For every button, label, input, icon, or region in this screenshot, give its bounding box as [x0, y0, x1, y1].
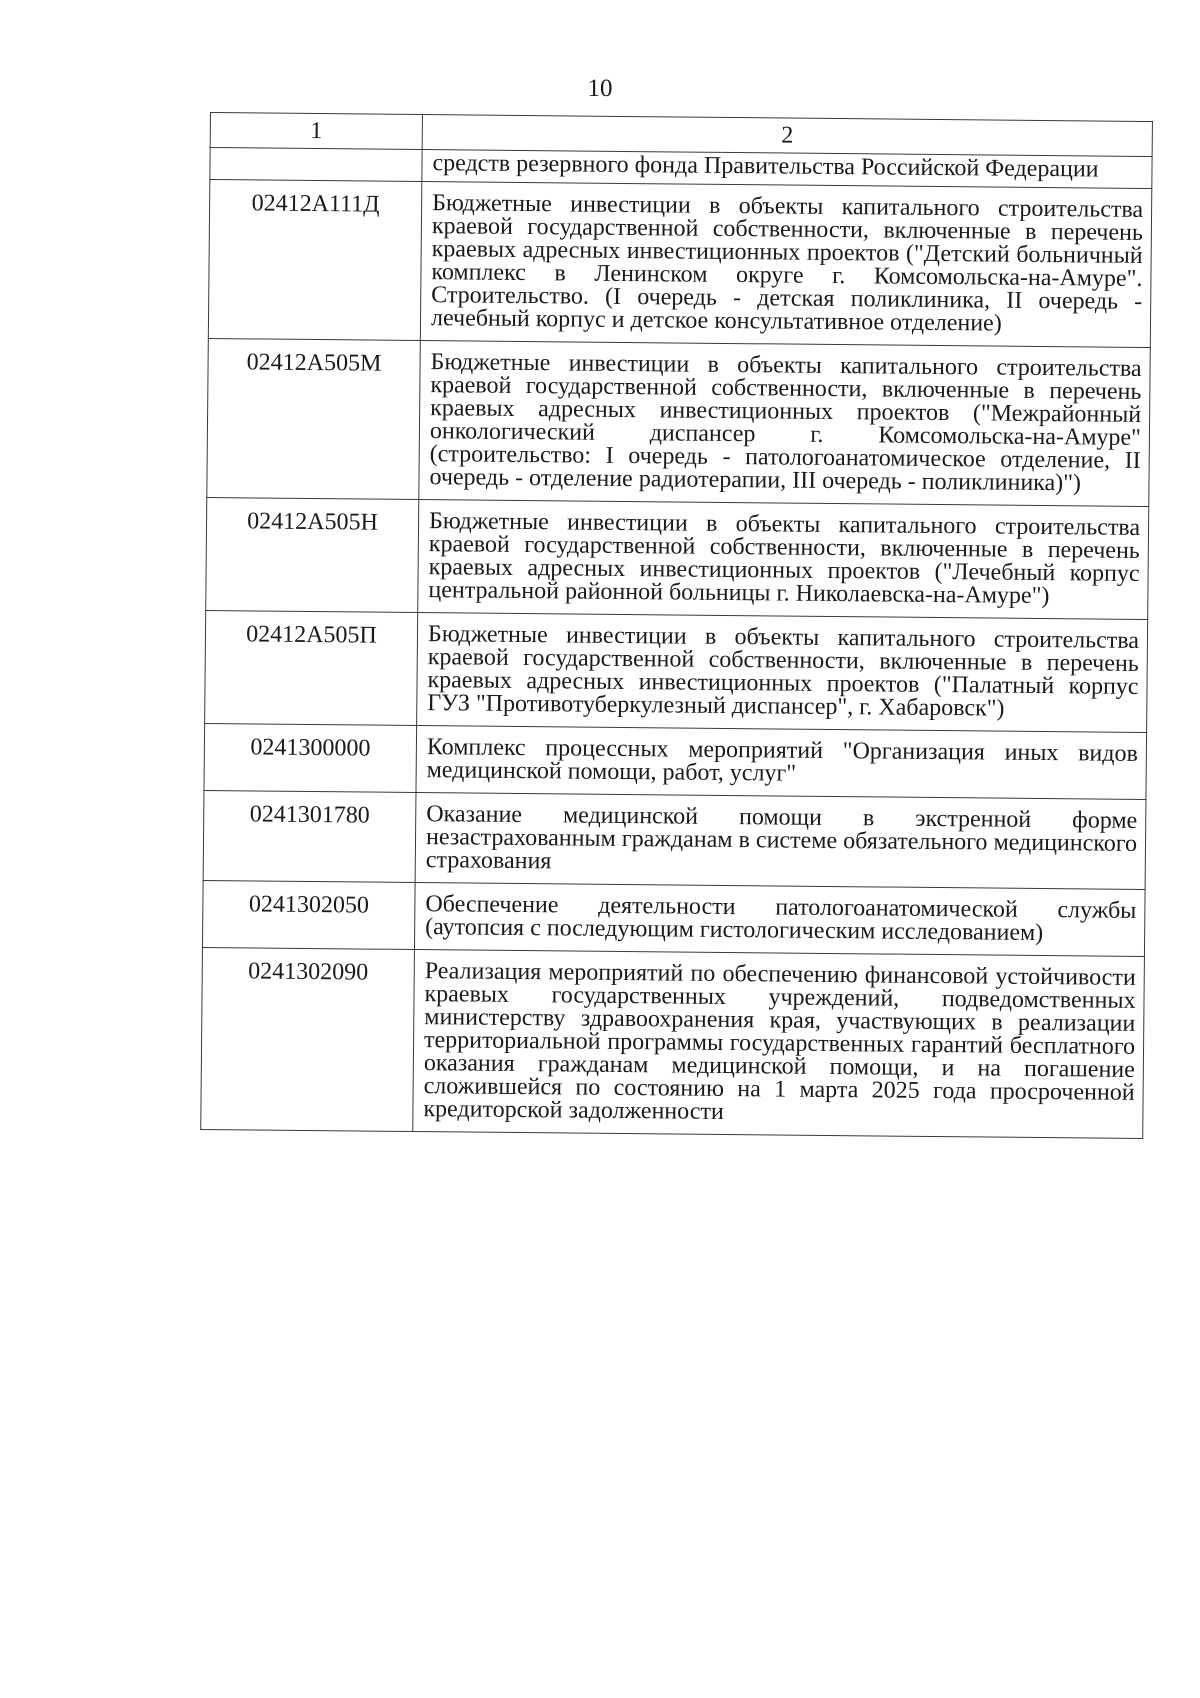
page-number: 10 — [587, 75, 613, 102]
row-description: Бюджетные инвестиции в объекты капитального строительства краевой государственной собственности, включенные в перечень краевых адресных инвестиционных проектов ("Детский больничный комплекс в Ленинском округе г. Комсомольска-на-Амуре". Строительство. (I очередь - детская поликлиника, II очередь - лечебный корпус и детское консультативное отделение) — [420, 182, 1151, 348]
row-code: 0241301780 — [203, 790, 416, 882]
row-code — [210, 148, 422, 182]
table-row — [204, 723, 1147, 799]
row-description: Обеспечение деятельности патологоанатомической службы (аутопсия с последующим гистологическим исследованием) — [414, 883, 1145, 957]
row-code: 0241302050 — [202, 880, 415, 949]
budget-classification-table — [200, 112, 1153, 1139]
row-description: Бюджетные инвестиции в объекты капитального строительства краевой государственной собственности, включенные в перечень краевых адресных инвестиционных проектов ("Палатный корпус ГУЗ "Противотуберкулезный диспансер", г. Хабаровск") — [417, 613, 1148, 733]
row-description: Комплекс процессных мероприятий "Организация иных видов медицинской помощи, работ, услуг" — [416, 726, 1147, 800]
row-description: Бюджетные инвестиции в объекты капитального строительства краевой государственной собственности, включенные в перечень краевых адресных инвестиционных проектов ("Межрайонный онкологический диспансер г. Комсомольска-на-Амуре" (строительство: I очередь - патологоанатомическое отделение, II очередь - отделение радиотерапии, III очередь - поликлиника)") — [419, 341, 1150, 507]
table-row — [203, 790, 1146, 889]
table-row — [201, 947, 1145, 1138]
row-code: 0241302090 — [201, 947, 415, 1131]
column-header-description: 2 — [422, 115, 1152, 157]
table-row — [202, 880, 1145, 956]
row-code: 02412А505П — [205, 610, 418, 725]
row-code: 02412А505М — [207, 338, 421, 499]
row-description: средств резервного фонда Правительства Российской Федерации — [422, 150, 1152, 189]
table-row — [208, 180, 1151, 348]
table-row — [207, 338, 1150, 506]
row-code: 0241300000 — [204, 723, 417, 792]
row-code: 02412А111Д — [208, 180, 422, 341]
row-description: Оказание медицинской помощи в экстренной форме незастрахованным гражданам в системе обязательного медицинского страхования — [415, 793, 1146, 890]
table-row — [205, 610, 1148, 732]
row-code: 02412А505Н — [206, 497, 419, 612]
row-description: Бюджетные инвестиции в объекты капитального строительства краевой государственной собственности, включенные в перечень краевых адресных инвестиционных проектов ("Лечебный корпус центральной районной больницы г. Николаевска-на-Амуре") — [418, 500, 1149, 620]
table-row — [206, 497, 1149, 619]
row-description: Реализация мероприятий по обеспечению финансовой устойчивости краевых государственных учреждений, подведомственных министерству здравоохранения края, участвующих в реализации территориальной программы государственных гарантий бесплатного оказания гражданам медицинской помощи, и на погашение сложившейся по состоянию на 1 марта 2025 года просроченной кредиторской задолженности — [413, 950, 1145, 1139]
column-header-code: 1 — [210, 113, 422, 150]
